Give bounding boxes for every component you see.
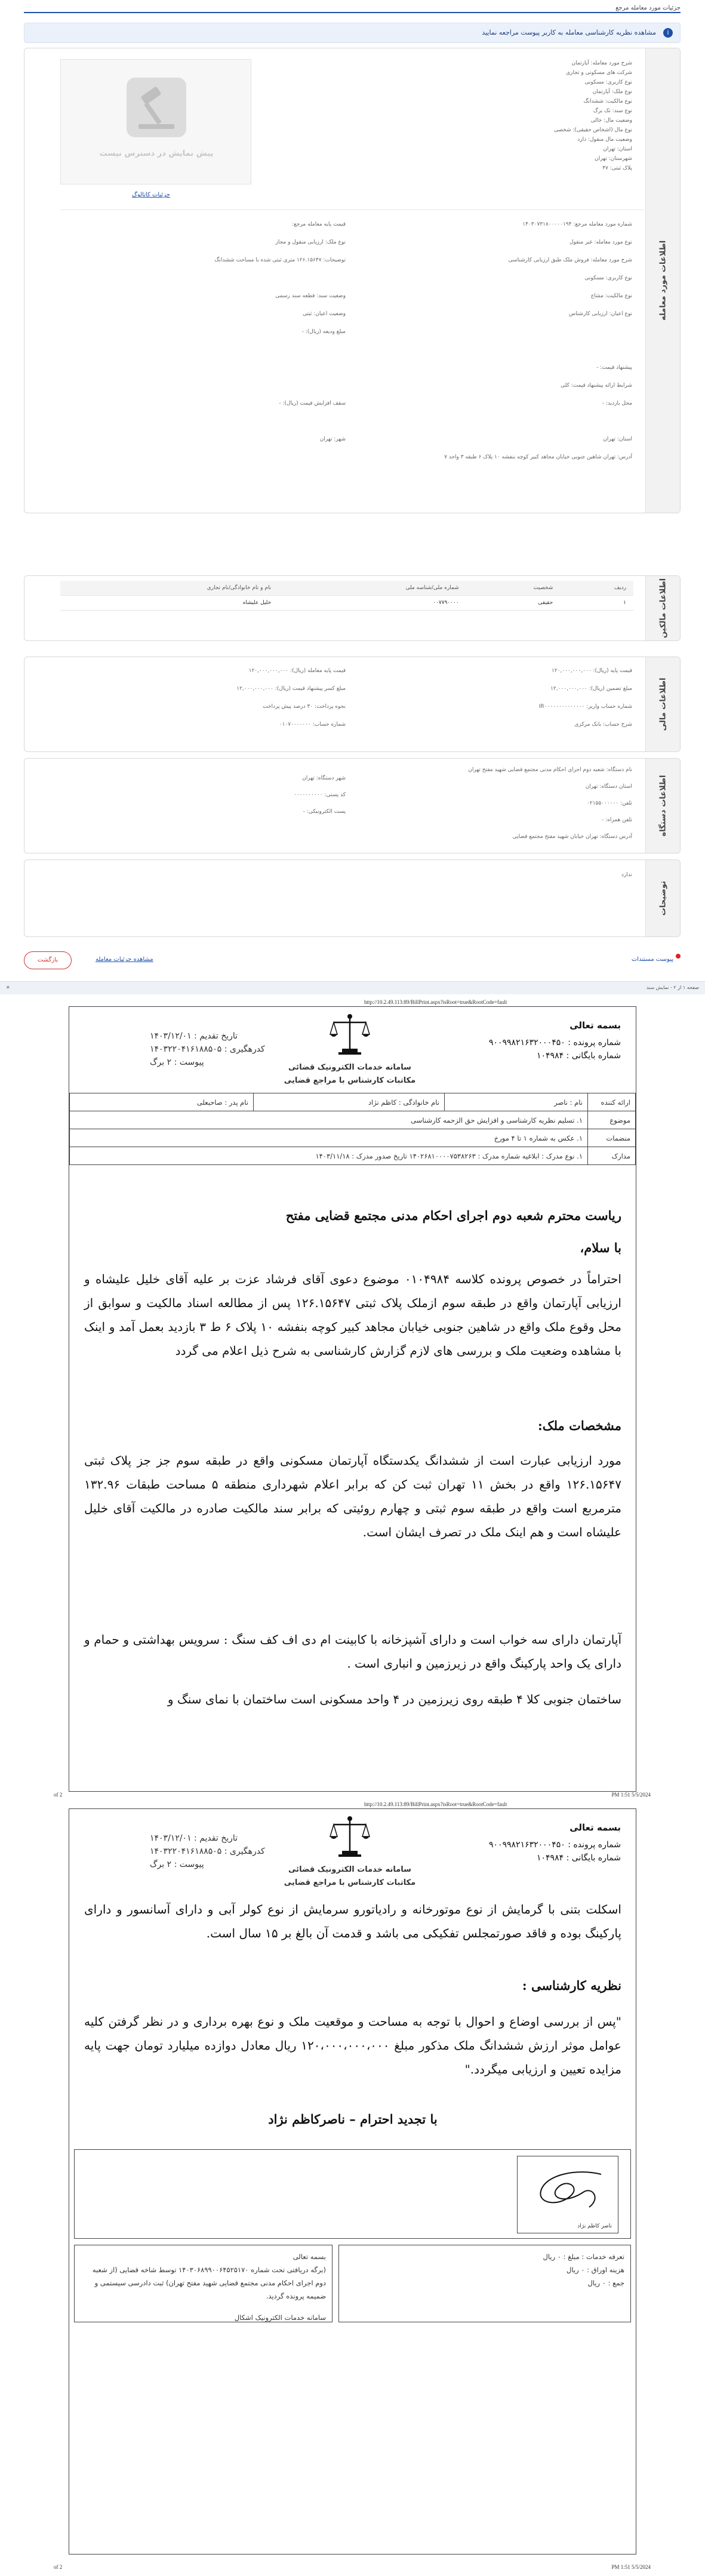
field-item: استان دستگاه: تهران bbox=[585, 784, 632, 790]
case-number: شماره پرونده : ۹۰۰۹۹۸۲۱۶۳۲۰۰۰۴۵۰ bbox=[488, 1038, 621, 1047]
field-item: شهر دستگاه: تهران bbox=[302, 775, 346, 781]
field-item: مبلغ کسر پیشنهاد قیمت (ریال): ۱۲,۰۰۰,۰۰۰,۰۰۰ bbox=[236, 686, 346, 692]
summary-item: وضعیت مال: خالی bbox=[590, 118, 632, 124]
cell: ۰۰۷۷۹۰۰۰۰ bbox=[278, 596, 466, 611]
summary-item: نوع مالکیت: ششدانگ bbox=[583, 98, 632, 104]
summary-item: شرکت های مسکونی و تجاری bbox=[566, 70, 632, 76]
section-header bbox=[645, 48, 680, 513]
scales-icon bbox=[329, 1012, 371, 1059]
opinion-heading: نظریه کارشناسی : bbox=[522, 1978, 621, 1993]
tracking-code: کدرهگیری : ۱۴۰۳۲۲۰۴۱۶۱۸۸۵۰۵ bbox=[150, 1044, 265, 1054]
field-item: شرح مورد معامله: فروش ملک طبق ارزیابی کارشناسی bbox=[508, 257, 632, 263]
summary-item: نوع کاربری: مسکونی bbox=[584, 79, 632, 85]
field-item: وضعیت سند: قطعه سند رسمی bbox=[275, 293, 346, 299]
summary-item: شرح مورد معامله: آپارتمان bbox=[571, 60, 632, 66]
view-deal-link[interactable]: مشاهده جزئیات معامله bbox=[96, 956, 153, 963]
page-count: of 2 bbox=[54, 2564, 63, 2570]
col-header: شماره ملی/شناسه ملی bbox=[278, 581, 466, 596]
field-item: شماره حساب واریز: IR۰۰۰۰۰۰۰۰۰۰۰۰۰۰ bbox=[538, 704, 632, 710]
gavel-icon bbox=[127, 78, 186, 137]
case-number: شماره پرونده : ۹۰۰۹۹۸۲۱۶۳۲۰۰۰۴۵۰ bbox=[488, 1840, 621, 1850]
paragraph-rooms: آپارتمان دارای سه خواب است و دارای آشپزخانه با کابینت ام دی اف کف سنگ : سرویس بهداشتی و حمام و دارای یک واحد پارکینگ واقع در زیرزمین و انباری است . bbox=[84, 1632, 621, 1671]
cell: منضمات bbox=[588, 1129, 636, 1147]
close-icon[interactable]: ✕ bbox=[6, 985, 10, 990]
info-alert bbox=[24, 23, 681, 43]
field-item: پیشنهاد قیمت: - bbox=[596, 365, 632, 371]
attachment-link[interactable] bbox=[632, 956, 673, 963]
archive-number: شماره بایگانی : ۱۰۴۹۸۴ bbox=[537, 1051, 621, 1061]
viewer-text: صفحه ۱ از ۲ - نمایش سند bbox=[646, 985, 699, 990]
field-item: تلفن: ۰۲۱۵۵۰۰۰۰۰۰ bbox=[587, 800, 632, 806]
field-item: قیمت پایه (ریال): ۱۲۰,۰۰۰,۰۰۰,۰۰۰ bbox=[552, 668, 632, 674]
receipt-footer: سامانه خدمات الکترونیک اشکال bbox=[234, 2313, 326, 2322]
table-row bbox=[70, 1129, 636, 1147]
section-title: اطلاعات دستگاه bbox=[658, 775, 668, 837]
page-2 bbox=[69, 1808, 636, 2555]
photo-placeholder bbox=[60, 59, 251, 184]
field-item: مبلغ تضمین (ریال): ۱۲,۰۰۰,۰۰۰,۰۰۰ bbox=[550, 686, 632, 692]
field-item: نوع مورد معامله: غیر منقول bbox=[569, 239, 632, 245]
attachment-label: پیوست مستندات bbox=[631, 956, 673, 963]
cell: ۱. نوع مدرک : ابلاغیه شماره مدرک : ۱۴۰۲۶۸۱۰۰۰۰۷۵۳۸۲۶۳ تاریخ صدور مدرک : ۱۴۰۳/۱۱/۱۸ bbox=[70, 1147, 588, 1165]
summary-item: پلاک ثبتی: ۴۷ bbox=[602, 165, 632, 171]
owners-section bbox=[24, 575, 681, 641]
signer-name: ناصر کاظم نژاد bbox=[577, 2223, 612, 2229]
field-item: کد پستی: ۰۰۰۰۰۰۰۰۰۰ bbox=[294, 792, 346, 798]
field-item: نوع کاربری: مسکونی bbox=[584, 275, 632, 281]
page-footer bbox=[54, 2564, 651, 2570]
info-icon: i bbox=[663, 28, 673, 38]
summary-item: نوع مال (اشخاص حقیقی): شخصی bbox=[553, 127, 632, 133]
field-item: سقف افزایش قیمت (ریال): - bbox=[279, 400, 346, 406]
receipt-title: بسمه تعالی bbox=[293, 2253, 326, 2261]
section-title: توضیحات bbox=[658, 880, 668, 916]
table-row bbox=[60, 596, 633, 611]
field-item: نوع مالکیت: مشاع bbox=[590, 293, 632, 299]
section-title: اطلاعات مالی bbox=[658, 677, 668, 731]
col-header: شخصیت bbox=[466, 581, 561, 596]
bottom-actions bbox=[24, 949, 681, 973]
cell: موضوع bbox=[588, 1111, 636, 1129]
field-item: مبلغ ودیعه (ریال): - bbox=[301, 329, 346, 335]
signature-box bbox=[74, 2149, 631, 2239]
fee-line: هزینه اوراق : ۰ ریال bbox=[567, 2266, 624, 2274]
cell: ۱ bbox=[560, 596, 633, 611]
footer-date: 5/5/2024 1:51 PM bbox=[611, 1792, 651, 1798]
field-item: شرایط ارائه پیشنهاد قیمت: کلی bbox=[561, 383, 632, 389]
top-panel bbox=[0, 0, 705, 994]
alert-text: مشاهده نظریه کارشناسی معامله به کاربر پیوست مراجعه نمایید bbox=[482, 29, 656, 36]
section-header bbox=[645, 759, 680, 853]
field-item: نام دستگاه: شعبه دوم اجرای احکام مدنی مجتمع قضایی شهید مفتح تهران bbox=[468, 767, 632, 773]
catalog-link[interactable]: جزئیات کاتالوگ bbox=[132, 192, 170, 198]
closing-regards: با تجدید احترام – ناصرکاظم نژاد bbox=[268, 2112, 438, 2127]
signature-mark bbox=[524, 2162, 613, 2216]
scales-icon bbox=[329, 1814, 371, 1862]
fee-line: جمع : ۰ ریال bbox=[587, 2279, 624, 2287]
col-header: ردیف bbox=[560, 581, 633, 596]
table-row bbox=[70, 1147, 636, 1165]
field-item: توضیحات: ۱۲۶.۱۵۶۴۷ متری ثبتی شده با مساحت ششدانگ bbox=[214, 257, 346, 263]
field-item: استان: تهران bbox=[603, 436, 632, 442]
paragraph-spec: مورد ارزیابی عبارت است از ششدانگ یکدستگاه آپارتمان مسکونی واقع در طبقه سوم جز جز پلاک ثبتی ۱۲۶.۱۵۶۴۷ واقع در بخش ۱۱ تهران ثبت کن که برابر اعلام شهرداری منطقه ۵ مساحت طبقات ۱۳۲.۹۶ مترمربع است واقع در طبقه سوم ثبتی و چهارم روئیتی که برابر سند مالکیت صادره در مالکیت آقای خلیل علیشاه است و هم اینک ملک در تصرف ایشان است. bbox=[84, 1453, 622, 1539]
footer-date: 5/5/2024 1:51 PM bbox=[611, 2564, 651, 2570]
paragraph-intro: احتراماً در خصوص پرونده کلاسه ۰۱۰۴۹۸۴ موضوع دعوی آقای فرشاد عزت بر علیه آقای خلیل علیشاه و ارزیابی آپارتمان واقع در طبقه سوم ازملک پلاک ثبتی ۱۲۶.۱۵۶۴۷ پس از مطالعه اسناد مالکیت و سوابق از محل وقوع ملک واقع در شاهین جنوبی خیابان مجاهد کبیر کوچه بنفشه ۱۰ پلاک ۶ ط ۳ بازدید بعمل آمد و اینک با مشاهده وضعیت ملک و بررسی های لازم گزارش کارشناسی به شرح ذیل اعلام می گردد bbox=[84, 1272, 622, 1358]
field-item: تلفن همراه: - bbox=[601, 817, 632, 823]
attachments-count: پیوست : ۲ برگ bbox=[150, 1058, 204, 1067]
fee-line: تعرفه خدمات : مبلغ : ۰ ریال bbox=[543, 2253, 624, 2261]
back-button[interactable]: بازگشت bbox=[24, 951, 72, 969]
deal-info-section bbox=[24, 48, 681, 513]
summary-item: نوع سند: تک برگ bbox=[593, 108, 632, 114]
receipt-text: (برگه دریافتی تحت شماره ۱۴۰۳۰۶۸۹۹۰۰۶۴۵۲۵۱۷۰ توسط شاخه قضایی (از شعبه دوم اجرای احکام مدنی مجتمع قضایی شهید مفتح تهران) ثبت دادرسی سیستمی و ضمیمه پرونده گردید. bbox=[92, 2266, 326, 2300]
meta-table bbox=[69, 1093, 636, 1165]
bismillah: بسمه تعالی bbox=[569, 1020, 621, 1031]
cell: نام پدر : صاحبعلی bbox=[70, 1093, 254, 1111]
section-title: اطلاعات مالکین bbox=[658, 578, 668, 639]
description-text: ندارد bbox=[621, 872, 632, 878]
title-underline bbox=[24, 12, 681, 13]
addressee: ریاست محترم شعبه دوم اجرای احکام مدنی مجتمع قضایی مفتح bbox=[285, 1208, 621, 1223]
summary-item: نوع ملک: آپارتمان bbox=[592, 89, 632, 95]
field-item: محل بازدید: - bbox=[602, 400, 632, 406]
print-url: http://10.2.49.113:89/BillPrint.aspx?isRoot=true&RootCode=fault bbox=[364, 1801, 507, 1807]
org-subtitle: مکاتبات کارشناس با مراجع قضایی bbox=[284, 1878, 416, 1887]
fees-box bbox=[338, 2245, 631, 2322]
summary-item: استان: تهران bbox=[603, 146, 632, 152]
viewer-strip bbox=[0, 981, 705, 994]
tracking-code: کدرهگیری : ۱۴۰۳۲۲۰۴۱۶۱۸۸۵۰۵ bbox=[150, 1847, 265, 1856]
paragraph-structure: اسکلت بتنی با گرمایش از نوع موتورخانه و رادیاتورو سرمایش از نوع کولر آبی و دارای آسانسور و دارای پارکینگ بوده و فاقد صورتمجلس تفکیکی می باشد و قدمت آن بالغ بر ۱۵ سال است. bbox=[84, 1902, 621, 1940]
page-title: جزئیات مورد معامله مرجع bbox=[615, 5, 681, 11]
table-header bbox=[60, 581, 633, 596]
field-item: پست الکترونیکی: - bbox=[303, 809, 346, 815]
summary-item: شهرستان: تهران bbox=[595, 156, 632, 162]
field-item: قیمت پایه معامله (ریال): ۱۲۰,۰۰۰,۰۰۰,۰۰۰ bbox=[248, 668, 346, 674]
financial-section bbox=[24, 657, 681, 752]
field-item: آدرس: تهران شاهین جنوبی خیابان مجاهد کبیر کوچه بنفشه ۱۰ پلاک ۶ طبقه ۳ واحد ۷ bbox=[444, 454, 632, 460]
section-header bbox=[645, 860, 680, 936]
print-document bbox=[0, 994, 705, 2576]
greeting: با سلام، bbox=[580, 1240, 621, 1255]
field-item: نوع اعیان: ارزیابی کارشناس bbox=[569, 311, 632, 317]
org-name: سامانه خدمات الکترونیک قضائی bbox=[288, 1865, 411, 1874]
paragraph-building: ساختمان جنوبی کلا ۴ طبقه روی زیرزمین در ۴ واحد مسکونی است ساختمان با نمای سنگ و bbox=[167, 1692, 621, 1706]
cell: حقیقی bbox=[466, 596, 561, 611]
col-header: نام و نام خانوادگی/نام تجاری bbox=[60, 581, 278, 596]
divider bbox=[60, 209, 644, 210]
section-title: اطلاعات مورد معامله bbox=[658, 240, 668, 321]
cell: نام : ناصر bbox=[445, 1093, 588, 1111]
cell: خلیل علیشاه bbox=[60, 596, 278, 611]
field-item: آدرس دستگاه: تهران خیابان شهید مفتح مجتمع قضایی bbox=[512, 834, 632, 840]
archive-number: شماره بایگانی : ۱۰۴۹۸۴ bbox=[537, 1853, 621, 1863]
notification-dot bbox=[676, 954, 681, 959]
page-1 bbox=[69, 1006, 636, 1792]
section-header bbox=[645, 657, 680, 751]
no-preview-text: پیش نمایش در دسترس نیست bbox=[99, 149, 214, 158]
cell: ۱. عکس به شماره ۱ تا ۴ مورخ bbox=[70, 1129, 588, 1147]
spec-heading: مشخصات ملک: bbox=[538, 1418, 621, 1433]
print-url: http://10.2.49.113:89/BillPrint.aspx?isRoot=true&RootCode=fault bbox=[364, 999, 507, 1005]
org-name: سامانه خدمات الکترونیک قضائی bbox=[288, 1063, 411, 1072]
description-section bbox=[24, 859, 681, 937]
field-item: شرح حساب: بانک مرکزی bbox=[574, 722, 632, 728]
bismillah: بسمه تعالی bbox=[569, 1822, 621, 1833]
org-subtitle: مکاتبات کارشناس با مراجع قضایی bbox=[284, 1076, 416, 1085]
summary-item: وضعیت مال منقول: دارد bbox=[577, 137, 632, 143]
receipt-box bbox=[74, 2245, 333, 2322]
signature-frame bbox=[517, 2156, 618, 2233]
page-count: of 2 bbox=[54, 1792, 63, 1798]
paragraph-opinion: "پس از بررسی اوضاع و احوال با توجه به مساحت و موقعیت ملک و نوع بهره برداری و در نظر گرفتن کلیه عوامل موثر ارزش ششدانگ ملک مذکور مبلغ ۱۲۰،۰۰۰،۰۰۰،۰۰۰ ریال معادل دوازده میلیارد تومان جهت پایه مزایده تعیین و ارزیابی میگردد." bbox=[84, 2014, 621, 2076]
field-item: نحوه پرداخت: ۳۰ درصد پیش پرداخت bbox=[263, 704, 346, 710]
section-header bbox=[645, 576, 680, 640]
cell: ارائه کننده bbox=[588, 1093, 636, 1111]
cell: ۱. تسلیم نظریه کارشناسی و افزایش حق الزحمه کارشناسی bbox=[70, 1111, 588, 1129]
attachments-count: پیوست : ۲ برگ bbox=[150, 1860, 204, 1869]
table-row bbox=[70, 1111, 636, 1129]
field-item: شهر: تهران bbox=[319, 436, 346, 442]
page-footer bbox=[54, 1792, 651, 1798]
cell: نام خانوادگی : کاظم نژاد bbox=[254, 1093, 445, 1111]
owners-table bbox=[60, 581, 633, 611]
submit-date: تاریخ تقدیم : ۱۴۰۳/۱۲/۰۱ bbox=[150, 1834, 238, 1843]
field-item: شماره مورد معامله مرجع: ۱۴۰۳۰۷۳۱۸۰۰۰۰۰۱۹۴ bbox=[522, 221, 632, 227]
field-item: شماره حساب: ۰۱۰۷۰۰۰۰۰۰۰ bbox=[279, 722, 346, 728]
submit-date: تاریخ تقدیم : ۱۴۰۳/۱۲/۰۱ bbox=[150, 1031, 238, 1041]
field-item: وضعیت اعیان: ثبتی bbox=[302, 311, 346, 317]
field-item: نوع ملک: ارزیابی منقول و مجاز bbox=[275, 239, 346, 245]
organization-section bbox=[24, 758, 681, 853]
field-item: قیمت پایه معامله مرجع: bbox=[292, 221, 346, 227]
table-row bbox=[70, 1093, 636, 1111]
cell: مدارک bbox=[588, 1147, 636, 1165]
